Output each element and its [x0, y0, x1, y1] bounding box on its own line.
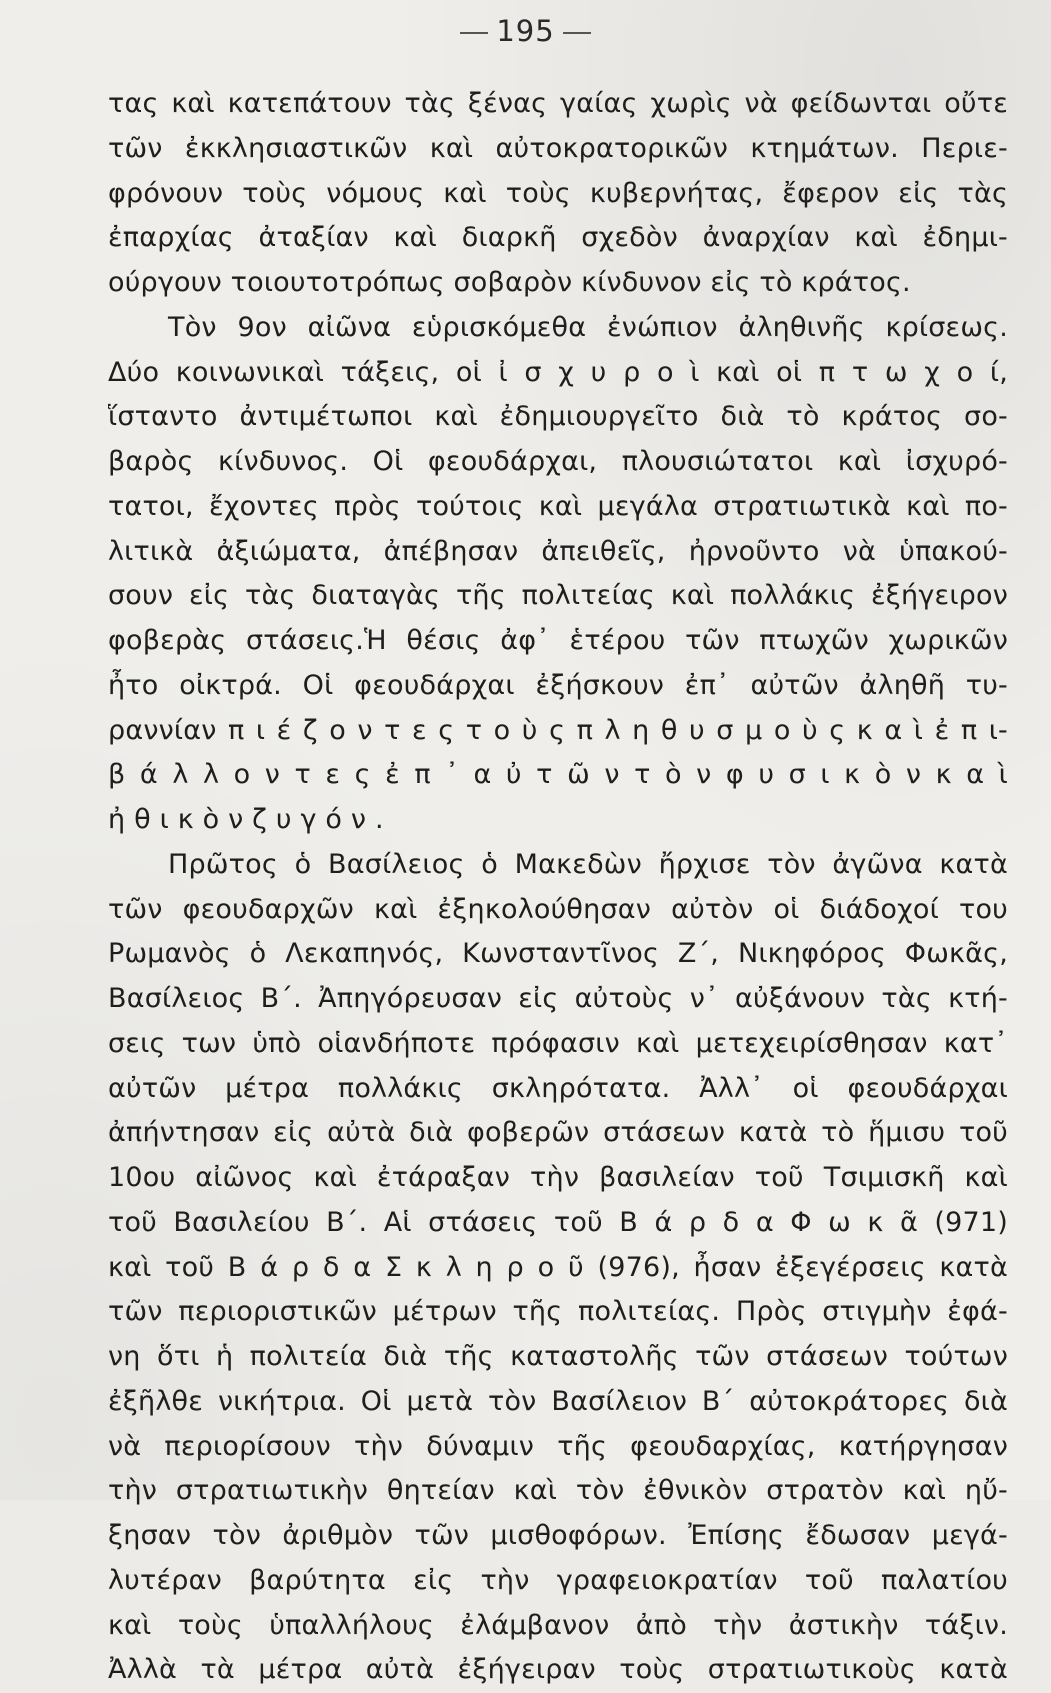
text-line: β ά λ λ ο ν τ ε ς ἐ π ᾽ α ὐ τ ῶ ν τ ὸ ν φ υ σ ι κ ὸ ν κ α ὶ	[108, 759, 1008, 791]
text-line: λυτέραν βαρύτητα εἰς τὴν γραφειοκρατίαν τοῦ παλατίου	[108, 1564, 1008, 1596]
text-line: αὐτῶν μέτρα πολλάκις σκληρότατα. Ἀλλ᾽ οἱ φεουδάρχαι	[108, 1072, 1008, 1104]
text-line: 10ου αἰῶνος καὶ ἐτάραξαν τὴν βασιλείαν τοῦ Τσιμισκῆ καὶ	[108, 1162, 1008, 1193]
text-line: ἠ θ ι κ ὸ ν ζ υ γ ό ν .	[108, 804, 384, 835]
text-line: Πρῶτος ὁ Βασίλειος ὁ Μακεδὼν ἤρχισε τὸν ἀγῶνα κατὰ	[168, 848, 1008, 880]
text-line: τοῦ Βασιλείου Β΄. Αἱ στάσεις τοῦ Β ά ρ δ α Φ ω κ ᾶ (971)	[108, 1206, 1008, 1238]
text-line: Βασίλειος Β΄. Ἀπηγόρευσαν εἰς αὐτοὺς ν᾽ αὐξάνουν τὰς κτή-	[108, 983, 1008, 1014]
text-line: τας καὶ κατεπάτουν τὰς ξένας γαίας χωρὶς νὰ φείδωνται οὔτε	[108, 88, 1008, 119]
text-line: ἐπαρχίας ἀταξίαν καὶ διαρκῆ σχεδὸν ἀναρχίαν καὶ ἐδημι-	[108, 222, 1008, 254]
text-line: σεις των ὑπὸ οἱανδήποτε πρόφασιν καὶ μετεχειρίσθησαν κατ᾽	[108, 1027, 1008, 1059]
right-dash	[563, 32, 591, 34]
text-line: φρόνουν τοὺς νόμους καὶ τοὺς κυβερνήτας, ἔφερον εἰς τὰς	[108, 177, 1008, 209]
text-line: τῶν φεουδαρχῶν καὶ ἐξηκολούθησαν αὐτὸν οἱ διάδοχοί του	[108, 893, 1008, 925]
left-dash	[460, 32, 488, 34]
text-line: ξησαν τὸν ἀριθμὸν τῶν μισθοφόρων. Ἐπίσης ἔδωσαν μεγά-	[108, 1520, 1008, 1551]
text-line: ἵσταντο ἀντιμέτωποι καὶ ἐδημιουργεῖτο διὰ τὸ κράτος σο-	[108, 401, 1008, 433]
text-line: νη ὅτι ἡ πολιτεία διὰ τῆς καταστολῆς τῶν στάσεων τούτων	[108, 1341, 1008, 1372]
text-line: ἐξῆλθε νικήτρια. Οἱ μετὰ τὸν Βασίλειον Β΄ αὐτοκράτορες διὰ	[108, 1385, 1008, 1417]
text-line: ἀπήντησαν εἰς αὐτὰ διὰ φοβερῶν στάσεων κατὰ τὸ ἥμισυ τοῦ	[108, 1117, 1008, 1149]
page-number-header	[0, 14, 1051, 48]
text-line: ραννίαν π ι έ ζ ο ν τ ε ς τ ο ὺ ς π λ η θ υ σ μ ο ὺ ς κ α ὶ ἐ π ι-	[108, 714, 1008, 746]
text-line: καὶ τοὺς ὑπαλλήλους ἐλάμβανον ἀπὸ τὴν ἀστικὴν τάξιν.	[108, 1609, 1008, 1641]
text-line: Ρωμανὸς ὁ Λεκαπηνός, Κωνσταντῖνος Ζ΄, Νικηφόρος Φωκᾶς,	[108, 938, 1008, 970]
text-line: ἦτο οἰκτρά. Οἱ φεουδάρχαι ἐξήσκουν ἐπ᾽ αὐτῶν ἀληθῆ τυ-	[108, 669, 1008, 701]
text-line: νὰ περιορίσουν τὴν δύναμιν τῆς φεουδαρχίας, κατήργησαν	[108, 1430, 1008, 1462]
text-line: τῶν ἐκκλησιαστικῶν καὶ αὐτοκρατορικῶν κτημάτων. Περιε-	[108, 132, 1008, 164]
text-line: ούργουν τοιουτοτρόπως σοβαρὸν κίνδυνον εἰς τὸ κράτος.	[108, 267, 911, 298]
text-line: τὴν στρατιωτικὴν θητείαν καὶ τὸν ἐθνικὸν στρατὸν καὶ ηὔ-	[108, 1475, 1008, 1507]
text-line: σουν εἰς τὰς διαταγὰς τῆς πολιτείας καὶ πολλάκις ἐξήγειρον	[108, 580, 1008, 612]
text-line: βαρὸς κίνδυνος. Οἱ φεουδάρχαι, πλουσιώτατοι καὶ ἰσχυρό-	[108, 446, 1008, 477]
text-line: λιτικὰ ἀξιώματα, ἀπέβησαν ἀπειθεῖς, ἠρνοῦντο νὰ ὑπακού-	[108, 535, 1008, 567]
text-line: Δύο κοινωνικαὶ τάξεις, οἱ ἰ σ χ υ ρ ο ὶ καὶ οἱ π τ ω χ ο ί,	[108, 356, 1008, 388]
text-line: Τὸν 9ον αἰῶνα εὑρισκόμεθα ἐνώπιον ἀληθινῆς κρίσεως.	[168, 311, 1008, 343]
text-line: τῶν περιοριστικῶν μέτρων τῆς πολιτείας. Πρὸς στιγμὴν ἐφά-	[108, 1296, 1008, 1328]
text-line: φοβερὰς στάσεις.Ἡ θέσις ἀφ᾽ ἑτέρου τῶν πτωχῶν χωρικῶν	[108, 625, 1008, 656]
page-number: 195	[496, 14, 555, 48]
text-line: τατοι, ἔχοντες πρὸς τούτοις καὶ μεγάλα στρατιωτικὰ καὶ πο-	[108, 490, 1008, 522]
body-text	[108, 82, 1008, 1693]
text-line: καὶ τοῦ Β ά ρ δ α Σ κ λ η ρ ο ῦ (976), ἦσαν ἐξεγέρσεις κατὰ	[108, 1251, 1008, 1283]
text-line: Ἀλλὰ τὰ μέτρα αὐτὰ ἐξήγειραν τοὺς στρατιωτικοὺς κατὰ	[108, 1654, 1008, 1686]
